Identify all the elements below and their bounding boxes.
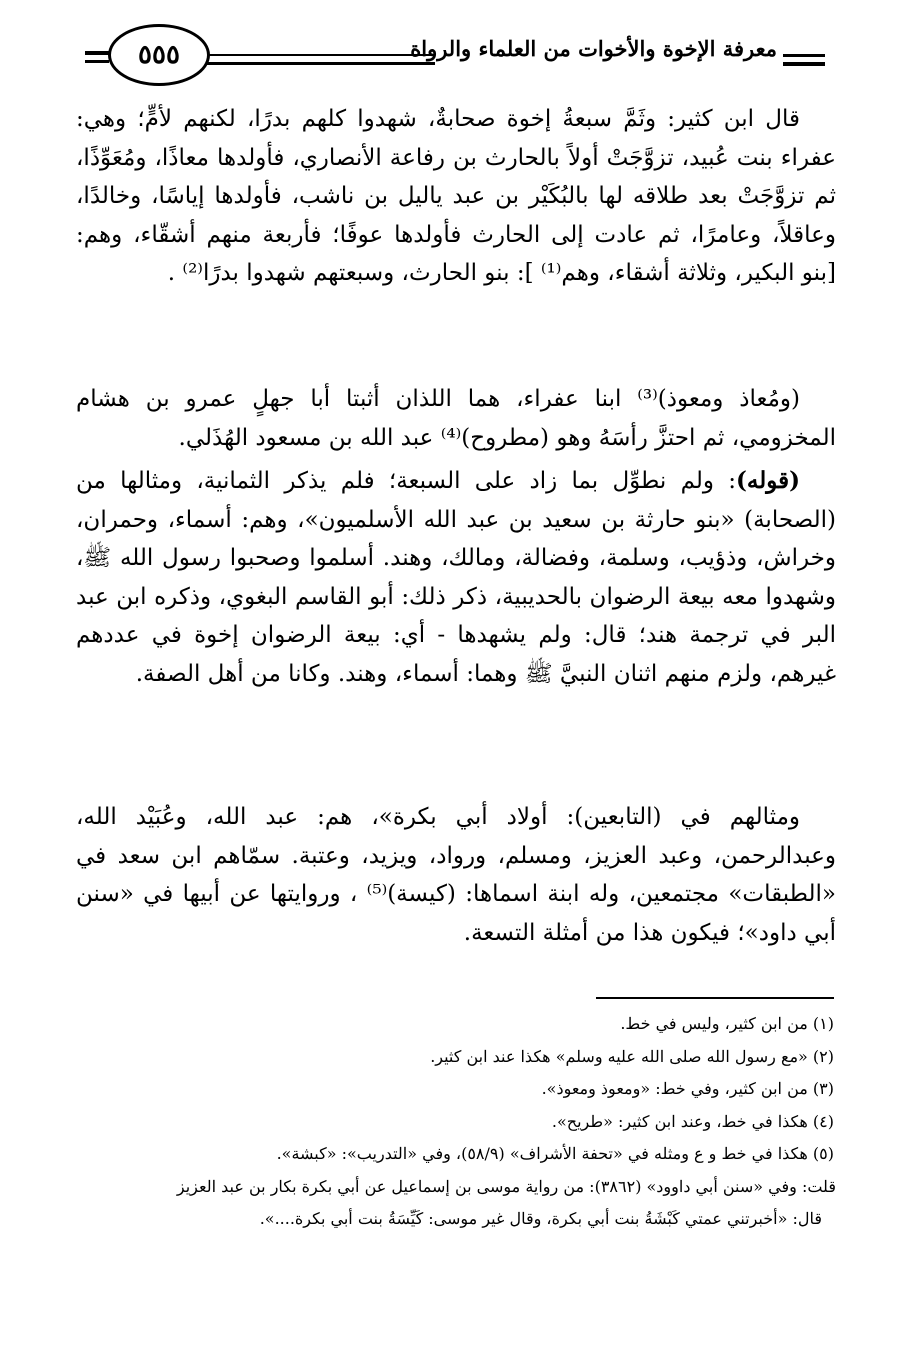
footnote-separator [596,997,834,999]
footnote-5: (٥) هكذا في خط و ع ومثله في «تحفة الأشراف» (٥٨/٩)، وفي «التدريب»: «كبشة». [276,1144,834,1163]
header-rule [203,62,435,65]
footnote-2: (٢) «مع رسول الله صلى الله عليه وسلم» هكذا عند ابن كثير. [430,1046,834,1066]
page-header [85,16,825,86]
running-title: معرفة الإخوة والأخوات من العلماء والرواة [410,36,777,61]
footnote-3: (٣) من ابن كثير، وفي خط: «ومعوذ ومعوذ». [541,1079,834,1098]
paragraph-ibn-kathir: قال ابن كثير: وثَمَّ سبعةُ إخوة صحابةٌ، شهدوا كلهم بدرًا، لكنهم لأمٍّ؛ وهي: عفراء بنت عُبيد، تزوَّجَتْ أولاً بالحارث بن رفاعة الأنصاري، فأولدها معاذًا، ومُعَوِّذًا، ثم تزوَّجَتْ بعد طلاقه لها بالبُكَيْر بن عبد ياليل بن ناشب، فأولدها إياسًا، وخالدًا، وعاقلاً، وعامرًا، ثم عادت إلى الحارث فأولدها عوفًا؛ فأربعة منهم أشقّاء، وهم: [بنو البكير، وثلاثة أشقاء، وهم⁽¹⁾ ]: بنو الحارث، وسبعتهم شهدوا بدرًا⁽²⁾ . [76,106,836,286]
paragraph-tabiin: ومثالهم في (التابعين): أولاد أبي بكرة»، هم: عبد الله، وعُبَيْد الله، وعبدالرحمن، وعبد العزيز، ومسلم، ورواد، ويزيد، وعتبة. سمّاهم ابن سعد في «الطبقات» مجتمعين، وله ابنة اسماها: (كيسة)⁽⁵⁾ ، وروايتها عن أبيها في «سنن أبي داود»؛ فيكون هذا من أمثلة التسعة. [76,804,836,946]
footnote-note: قلت: وفي «سنن أبي داوود» (٣٨٦٢): من رواية موسى بن إسماعيل عن أبي بكرة بكار بن عبد العزيز [176,1176,836,1196]
paragraph-qawluhu [76,462,836,693]
footnote-note-cont: قال: «أخبرتني عمتي كَبْشَةُ بنت أبي بكرة، وقال غير موسى: كَيِّسَةُ بنت أبي بكرة....». [259,1209,822,1228]
paragraph-muadh-muawwidh: (ومُعاذ ومعوذ)⁽³⁾ ابنا عفراء، هما اللذان أثبتا أبا جهلٍ عمرو بن هشام المخزومي، ثم احتزَّ رأسَهُ وهو (مطروح)⁽⁴⁾ عبد الله بن مسعود الهُذَلي. [76,386,836,451]
page-number: ٥٥٥ [108,24,210,86]
paragraph-body: : ولم نطوِّل بما زاد على السبعة؛ فلم يذكر الثمانية، ومثالها من (الصحابة) «بنو حارثة بن سعيد بن عبد الله الأسلميون»، وهم: أسماء، وحمران، وخراش، وذؤيب، وسلمة، وفضالة، ومالك، وهند. أسلموا وصحبوا رسول الله ﷺ، وشهدوا معه بيعة الرضوان بالحديبية، ذكر ذلك: أبو القاسم البغوي، وذكره ابن عبد البر في ترجمة هند؛ قال: ولم يشهدها - أي: بيعة الرضوان إخوة في عددهم غيرهم، ولزم منهم اثنان النبيَّ ﷺ وهما: أسماء، وهند. وكانا من أهل الصفة. [76,468,836,687]
footnote-4: (٤) هكذا في خط، وعند ابن كثير: «طريح». [551,1111,834,1131]
header-rule [85,51,109,55]
footnotes [76,1008,836,1236]
header-rule [783,62,825,66]
header-rule [783,54,825,57]
header-rule [85,60,109,63]
footnote-1: (١) من ابن كثير، وليس في خط. [620,1014,834,1033]
header-rule [203,54,435,56]
lead-word: (قوله) [736,467,800,494]
